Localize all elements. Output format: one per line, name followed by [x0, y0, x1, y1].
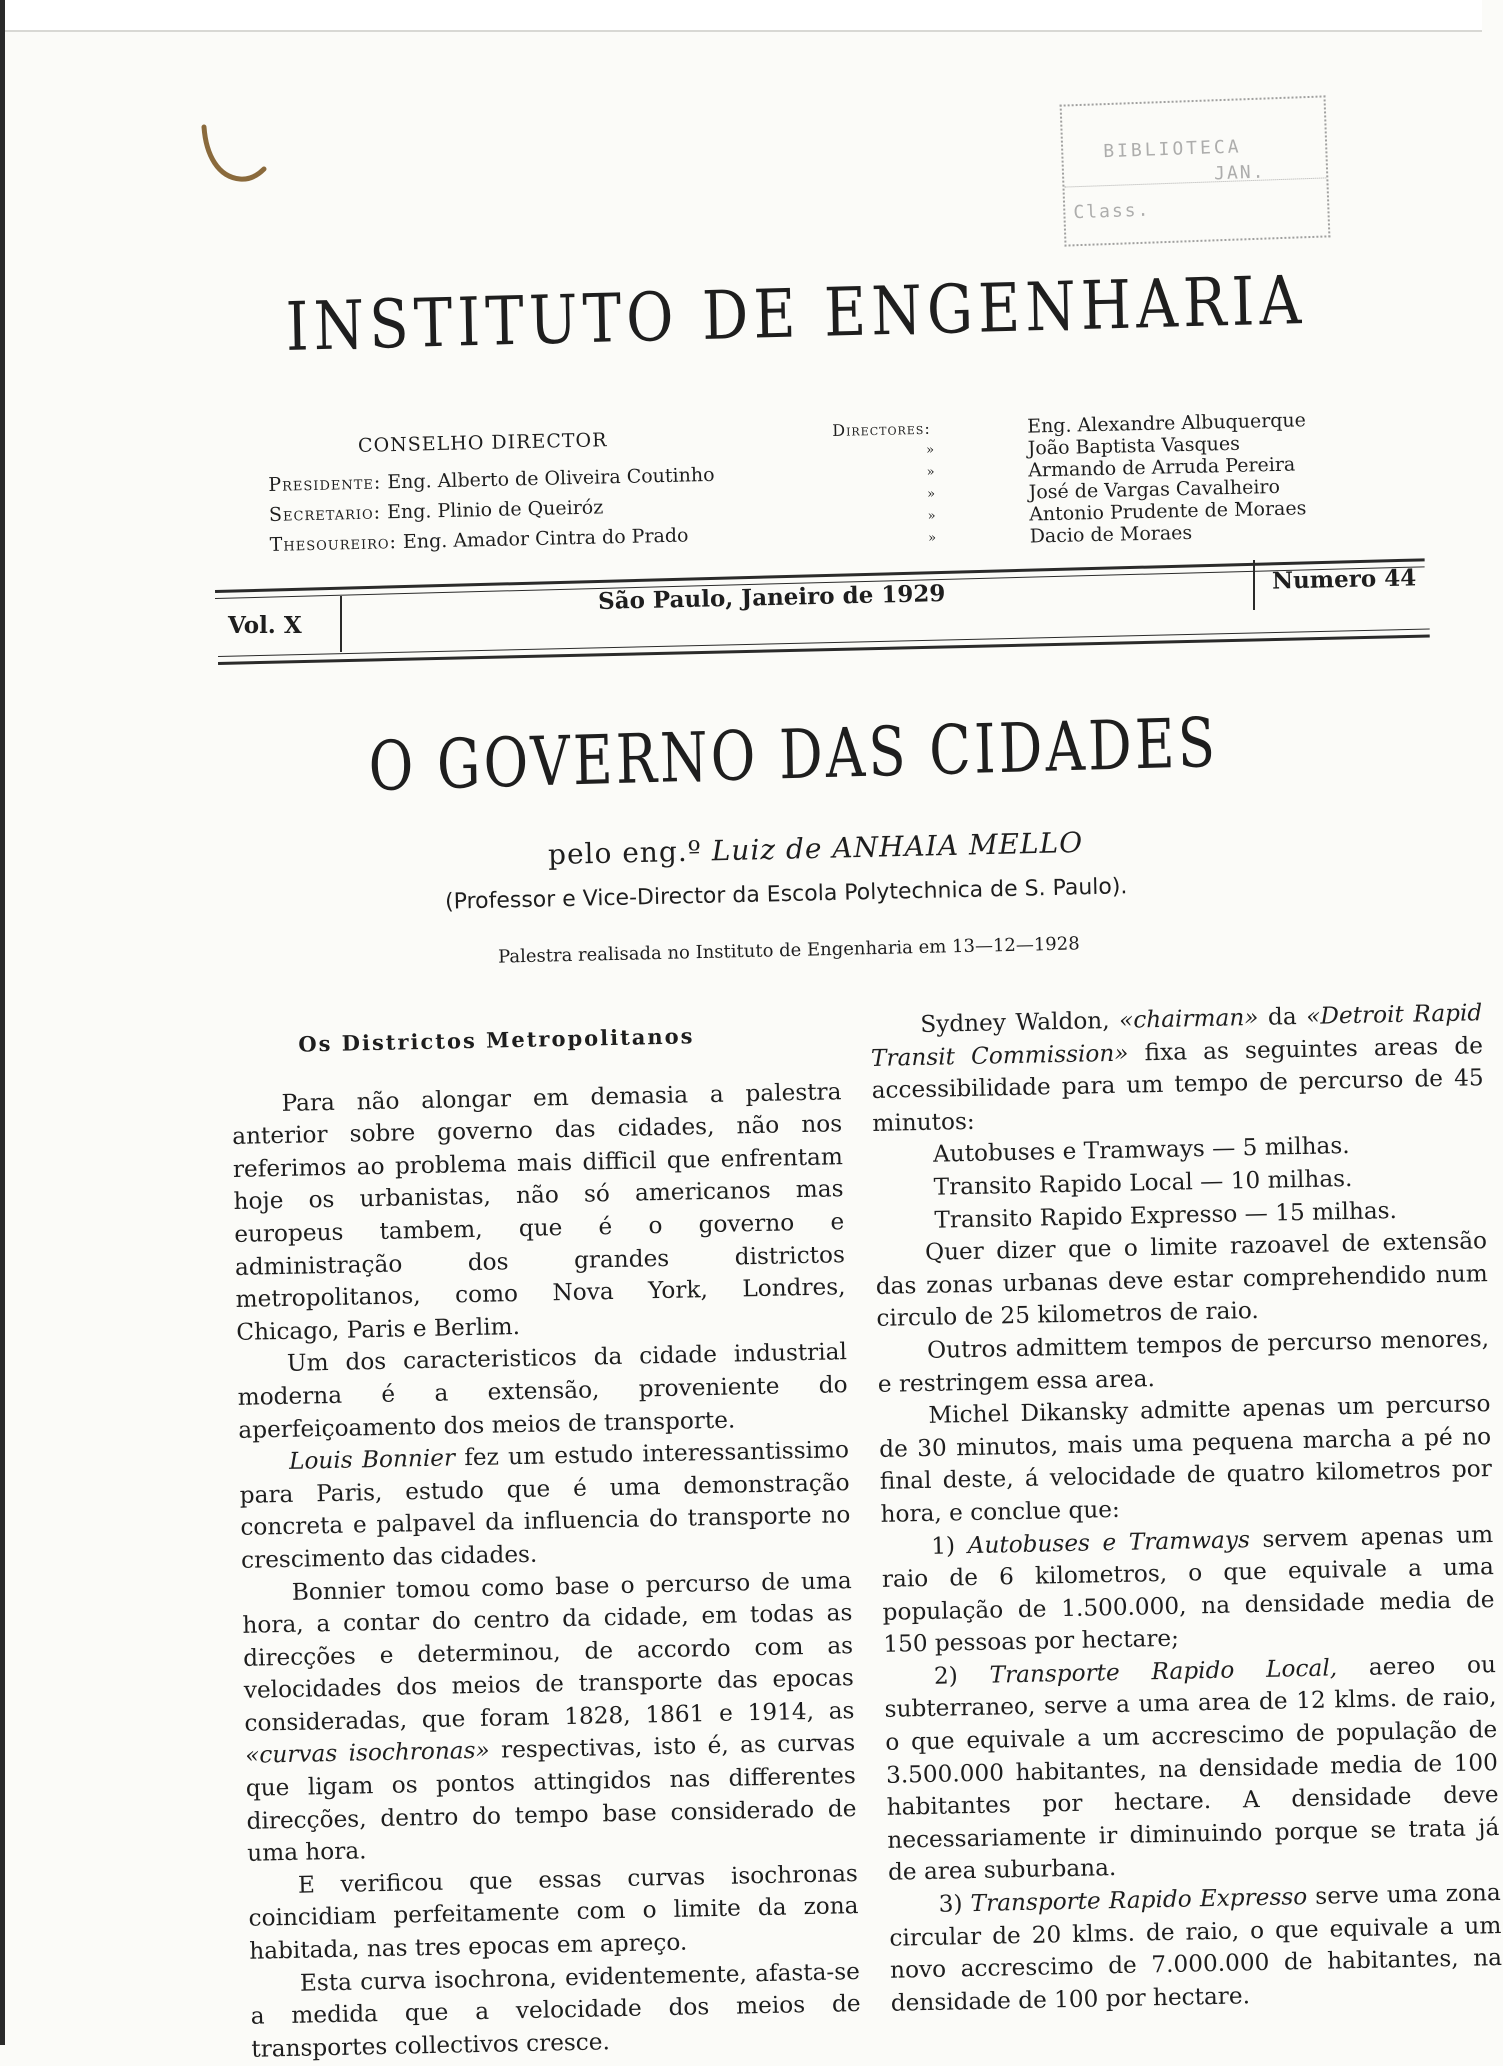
list-item: Autobuses e Tramways — 5 milhas.	[932, 1132, 1350, 1169]
paragraph: Quer dizer que o limite razoavel de extensão das zonas urbanas deve estar comprehendido num circulo de 25 kilometros de raio.	[875, 1227, 1488, 1333]
article-column-left	[230, 1017, 862, 2066]
officer-treasurer: Thesoureiro: Eng. Amador Cintra do Prado	[269, 524, 689, 556]
masthead-rule-bottom-thick	[218, 635, 1430, 665]
director-row: Directores: Eng. Alexandre Albuquerque	[832, 409, 1307, 440]
director-row: » Armando de Arruda Pereira	[926, 453, 1296, 482]
pencil-check-mark-icon	[200, 125, 270, 195]
masthead-rule-bottom	[218, 629, 1430, 657]
page-left-edge	[0, 0, 5, 2045]
director-row: » Antonio Prudente de Moraes	[927, 497, 1307, 526]
volume-label: Vol. X	[228, 612, 302, 639]
director-row: » João Baptista Vasques	[926, 432, 1241, 460]
director-row: » José de Vargas Cavalheiro	[927, 475, 1281, 504]
numbered-item: 2) Transporte Rapido Local, aereo ou subterraneo, serve a uma area de 12 klms. de raio, o que equivale a um accrescimo de população de 3.500.000 habitantes, na densidade media de 100 habitantes por hectare. A densidade deve necessariamente ir diminuindo porque se trata já de area suburbana.	[884, 1650, 1500, 1887]
paragraph: Um dos caracteristicos da cidade industrial moderna é a extensão, proveniente do aperfeiçoamento dos meios de transporte.	[237, 1338, 848, 1444]
council-heading: CONSELHO DIRECTOR	[357, 429, 608, 457]
article-title: O GOVERNO DAS CIDADES	[368, 703, 1219, 807]
paragraph: Esta curva isochrona, evidentemente, afasta-se a medida que a velocidade dos meios de transportes collectivos cresce.	[250, 1957, 861, 2063]
numbered-item: 1) Autobuses e Tramways servem apenas um raio de 6 kilometros, o que equivale a uma população de 1.500.000, na densidade media de 150 pessoas por hectare;	[881, 1520, 1495, 1659]
issue-number: Numero 44	[1271, 564, 1417, 595]
paragraph: Bonnier tomou como base o percurso de uma hora, a contar do centro da cidade, em todas as direcções e determinou, de accordo com as velocidades dos meios de transporte das epocas consideradas, que foram 1828, 1861 e 1914, as «curvas isochronas» respectivas, isto é, as curvas que ligam os pontos attingidos nas differentes direcções, dentro do tempo base considerado de uma hora.	[242, 1566, 857, 1868]
officers-list	[268, 460, 716, 560]
officer-president: Presidente: Eng. Alberto de Oliveira Coutinho	[268, 463, 715, 496]
stamp-line-1: BIBLIOTECA	[1102, 136, 1242, 163]
directors-label: Directores:	[832, 418, 931, 440]
list-item: Transito Rapido Expresso — 15 milhas.	[934, 1196, 1398, 1234]
paragraph: Para não alongar em demasia a palestra anterior sobre governo das cidades, não nos referimos ao problema mais difficil que enfrentam hoje os urbanistas, não só americanos mas europeus tambem, que é o governo e administração dos grandes districtos metropolitanos, como Nova York, Londres, Chicago, Paris e Berlim.	[231, 1077, 846, 1346]
library-stamp	[1060, 95, 1331, 246]
article-author: Luiz de ANHAIA MELLO	[711, 825, 1084, 868]
volume-divider	[340, 596, 342, 652]
paragraph: Sydney Waldon, «chairman» da «Detroit Rapid Transit Commission» fixa as seguintes areas de accessibilidade para um tempo de percurso de 45 minutos:	[870, 999, 1484, 1137]
issue-divider	[1253, 560, 1255, 610]
paragraph: Michel Dikansky admitte apenas um percurso de 30 minutos, mais uma pequena marcha a pé no final deste, á velocidade de quatro kilometros por hora, e conclue que:	[878, 1390, 1493, 1528]
lecture-note: Palestra realisada no Instituto de Engenharia em 13—12—1928	[497, 933, 1080, 968]
paragraph: Outros admittem tempos de percurso menores, e restringem essa area.	[877, 1325, 1490, 1398]
officer-secretary: Secretario: Eng. Plinio de Queiróz	[268, 496, 604, 526]
article-byline: pelo eng.º Luiz de ANHAIA MELLO	[547, 825, 1084, 872]
stamp-line-2: JAN.	[1213, 161, 1266, 185]
director-row: » Dacio de Moraes	[928, 521, 1193, 548]
issue-date: São Paulo, Janeiro de 1929	[597, 580, 946, 615]
section-heading: Os Districtos Metropolitanos	[298, 1023, 695, 1057]
author-affiliation: (Professor e Vice-Director da Escola Polytechnica de S. Paulo).	[444, 874, 1128, 915]
page-top-margin	[0, 0, 1482, 32]
list-item: Transito Rapido Local — 10 milhas.	[933, 1164, 1353, 1201]
stamp-line-3: Class.	[1073, 199, 1151, 224]
numbered-item: 3) Transporte Rapido Expresso serve uma zona circular de 20 klms. de raio, o que equivale a um novo accrescimo de 7.000.000 de habitantes, na densidade de 100 por hectare.	[889, 1879, 1503, 2017]
article-column-right	[870, 997, 1503, 2020]
directors-list	[832, 409, 1309, 552]
stamp-divider	[1064, 177, 1326, 187]
masthead-title: INSTITUTO DE ENGENHARIA	[285, 261, 1307, 366]
paragraph: E verificou que essas curvas isochronas coincidiam perfeitamente com o limite da zona habitada, nas tres epocas em apreço.	[248, 1859, 859, 1965]
paragraph: Louis Bonnier fez um estudo interessantissimo para Paris, estudo que é uma demonstração concreta e palpavel da influencia do transporte no crescimento das cidades.	[239, 1436, 851, 1574]
